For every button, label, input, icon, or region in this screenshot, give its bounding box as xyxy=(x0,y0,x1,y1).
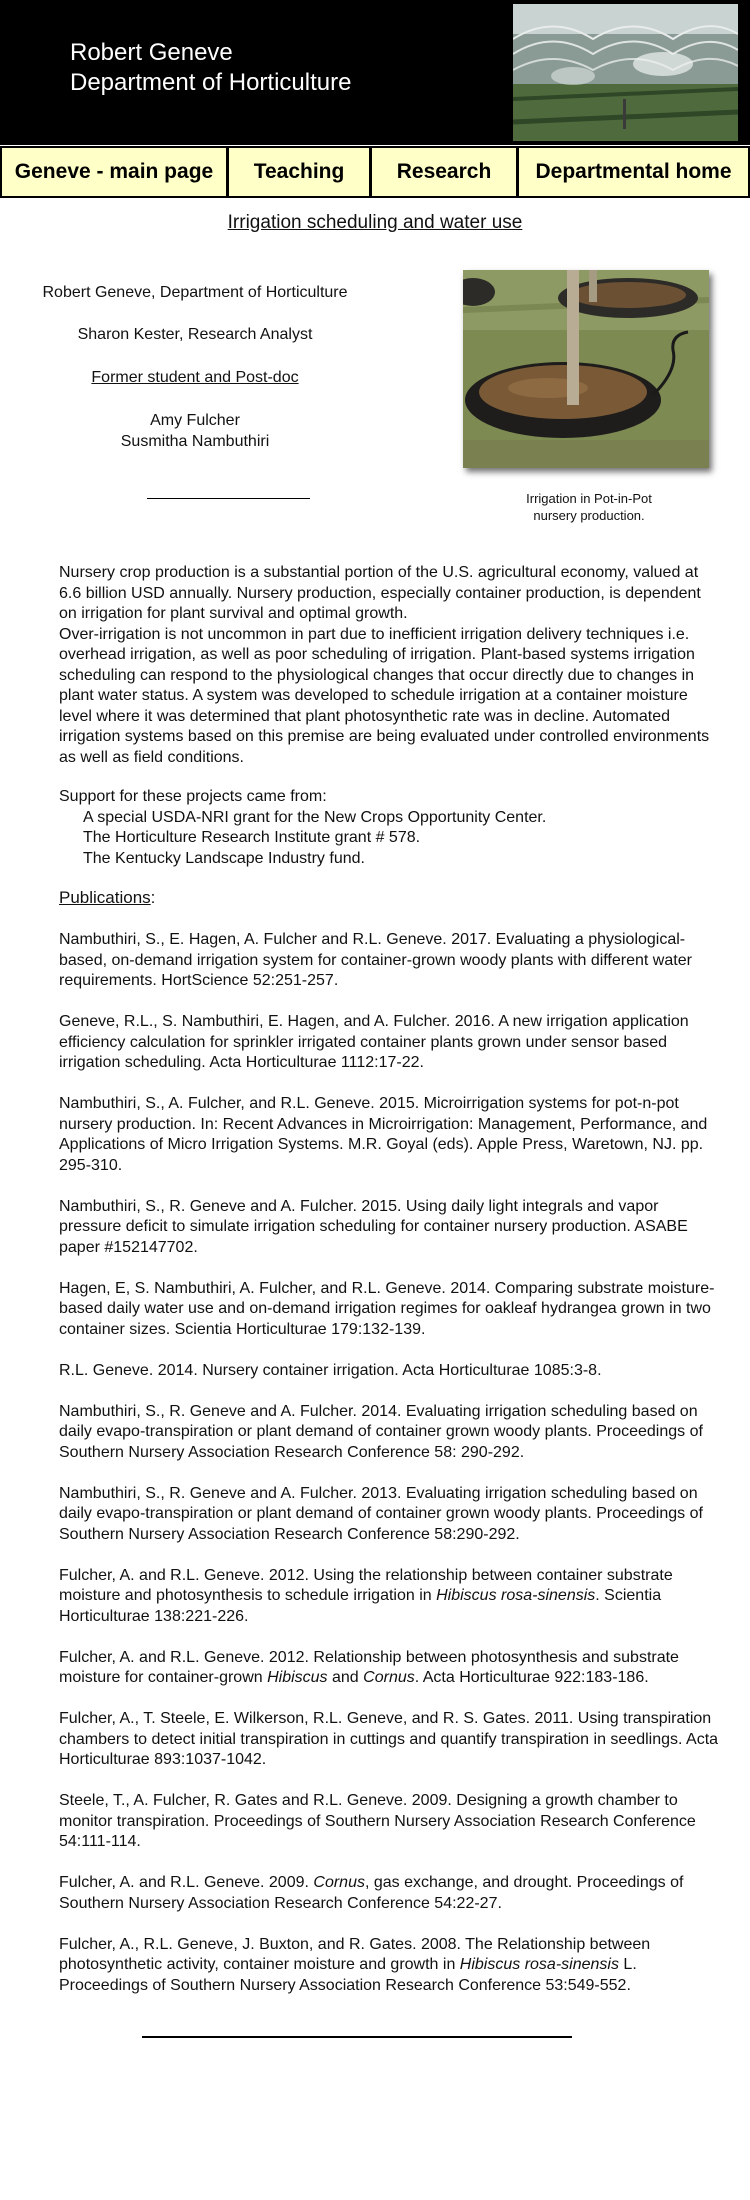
nav-teaching[interactable]: Teaching xyxy=(227,148,370,196)
publications-heading-colon: : xyxy=(150,888,156,907)
publication-text: Nambuthiri, S., R. Geneve and A. Fulcher. 2015. Using daily light integrals and vapor pressure deficit to simulate irrigation scheduling for container nursery production. ASABE paper #152147702. xyxy=(59,1197,688,1256)
publication-text: Geneve, R.L., S. Nambuthiri, E. Hagen, and A. Fulcher. 2016. A new irrigation application efficiency calculation for sprinkler irrigated container plants grown under sensor based irrigation scheduling. Acta Horticulturae 1112:17-22. xyxy=(59,1013,689,1071)
publication-item xyxy=(59,1873,719,1914)
publication-text: and xyxy=(327,1669,364,1686)
publication-text: . Scientia Horticulturae 138:221-226. xyxy=(59,1587,662,1625)
support-item: The Kentucky Landscape Industry fund. xyxy=(83,849,365,867)
nav-departmental-home[interactable]: Departmental home xyxy=(517,148,750,196)
photo-caption xyxy=(475,490,703,524)
publication-text: Steele, T., A. Fulcher, R. Gates and R.L. Geneve. 2009. Designing a growth chamber to monitor transpiration. Proceedings of Southern Nursery Association Research Conference 54:111-114. xyxy=(59,1792,696,1850)
publications-heading xyxy=(59,888,155,908)
publication-text: , gas exchange, and drought. Proceedings of Southern Nursery Association Research Conference 54:22-27. xyxy=(59,1874,684,1912)
publication-item xyxy=(59,1791,719,1853)
person-susmitha-nambuthiri: Susmitha Nambuthiri xyxy=(120,433,270,450)
publication-item xyxy=(59,1402,719,1464)
support-heading: Support for these projects came from: xyxy=(59,788,327,805)
publication-text: Nambuthiri, S., A. Fulcher, and R.L. Geneve. 2015. Microirrigation systems for pot-n-pot nursery production. In: Recent Advances in Microirrigation: Management, Performance, and Applications of Micro Irrigation Systems. M.R. Goyal (eds). Apple Press, Waretown, NJ. pp. 295-310. xyxy=(59,1095,708,1174)
publication-text: R.L. Geneve. 2014. Nursery container irrigation. Acta Horticulturae 1085:3-8. xyxy=(59,1361,602,1379)
species-name: Hibiscus rosa-sinensis xyxy=(459,1956,619,1973)
person-sharon-kester: Sharon Kester, Research Analyst xyxy=(77,326,313,343)
main-navigation xyxy=(0,146,750,198)
person-amy-fulcher: Amy Fulcher xyxy=(150,412,240,429)
nav-research[interactable]: Research xyxy=(370,148,517,196)
publication-text: Fulcher, A., R.L. Geneve, J. Buxton, and R. Gates. 2008. The Relationship between photosynthetic activity, container moisture and growth in xyxy=(59,1935,651,1973)
species-name: Cornus xyxy=(313,1874,365,1891)
publication-item xyxy=(59,1012,719,1074)
greenhouse-irrigation-photo xyxy=(513,4,738,141)
publication-text: Hagen, E, S. Nambuthiri, A. Fulcher, and R.L. Geneve. 2014. Comparing substrate moisture-based daily water use and on-demand irrigation regimes for oakleaf hydrangea grown in two container sizes. Scientia Horticulturae 179:132-139. xyxy=(59,1279,715,1338)
species-name: Cornus xyxy=(363,1669,415,1686)
species-name: Hibiscus xyxy=(267,1669,328,1686)
nav-geneve-main-page[interactable]: Geneve - main page xyxy=(0,148,227,196)
caption-line-2: nursery production. xyxy=(533,508,645,523)
publication-item xyxy=(59,1709,719,1771)
publication-text: Fulcher, A., T. Steele, E. Wilkerson, R.L. Geneve, and R. S. Gates. 2011. Using transpiration chambers to detect initial transpiration in cuttings and quantify transpiration in seedlings. Acta Horticulturae 893:1037-1042. xyxy=(59,1710,719,1768)
person-robert-geneve: Robert Geneve, Department of Horticulture xyxy=(42,284,348,301)
divider xyxy=(147,498,310,499)
publication-text: . Acta Horticulturae 922:183-186. xyxy=(414,1669,649,1686)
publication-text: Nambuthiri, S., E. Hagen, A. Fulcher and R.L. Geneve. 2017. Evaluating a physiological-based, on-demand irrigation system for container-grown woody plants with different water requirements. HortScience 52:251-257. xyxy=(59,931,692,989)
publication-text: Nambuthiri, S., R. Geneve and A. Fulcher. 2013. Evaluating irrigation scheduling based on daily evapo-transpiration or plant demand of container grown woody plants. Proceedings of Southern Nursery Association Research Conference 58:290-292. xyxy=(59,1484,703,1543)
publication-item xyxy=(59,1935,719,1997)
publication-item xyxy=(59,1094,719,1176)
former-student-link[interactable]: Former student and Post-doc xyxy=(91,369,299,386)
bottom-divider xyxy=(142,2036,572,2038)
pot-in-pot-photo xyxy=(463,270,709,468)
publications-list xyxy=(59,930,719,2017)
publication-item xyxy=(59,1566,719,1628)
page-title: Irrigation scheduling and water use xyxy=(227,212,523,233)
intro-paragraph-2: Over-irrigation is not uncommon in part due to inefficient irrigation delivery techniques i.e. overhead irrigation, as well as poor scheduling of irrigation. Plant-based systems irrigation scheduling can respond to the physiological changes that occur directly due to changes in plant water status. A system was developed to schedule irrigation at a container moisture level where it was determined that plant photosynthetic rate was in decline. Automated irrigation systems based on this premise are being evaluated under controlled environments as well as field conditions. xyxy=(59,625,710,766)
support-item: A special USDA-NRI grant for the New Crops Opportunity Center. xyxy=(83,808,547,826)
publication-item xyxy=(59,1361,719,1382)
publication-text: Fulcher, A. and R.L. Geneve. 2012. Using the relationship between container substrate moisture and photosynthesis to schedule irrigation in xyxy=(59,1566,673,1604)
department-name: Department of Horticulture xyxy=(70,69,352,96)
publication-item xyxy=(59,1197,719,1259)
publication-item xyxy=(59,930,719,992)
publication-item xyxy=(59,1484,719,1546)
page-header xyxy=(0,0,750,145)
publication-item xyxy=(59,1648,719,1689)
publication-text: Fulcher, A. and R.L. Geneve. 2009. xyxy=(59,1874,314,1891)
funding-support xyxy=(59,787,719,869)
species-name: Hibiscus rosa-sinensis xyxy=(436,1587,596,1604)
intro-paragraph-1: Nursery crop production is a substantial portion of the U.S. agricultural economy, valued at 6.6 billion USD annually. Nursery production, especially container production, is dependent on irrigation for plant survival and optimal growth. xyxy=(59,564,701,622)
publication-text: Fulcher, A. and R.L. Geneve. 2012. Relationship between photosynthesis and substrate moisture for container-grown xyxy=(59,1648,679,1686)
author-name: Robert Geneve xyxy=(70,39,233,66)
caption-line-1: Irrigation in Pot-in-Pot xyxy=(526,491,652,506)
support-item: The Horticulture Research Institute grant # 578. xyxy=(83,829,421,846)
publication-text: L. Proceedings of Southern Nursery Association Research Conference 53:549-552. xyxy=(59,1956,637,1994)
publication-text: Nambuthiri, S., R. Geneve and A. Fulcher. 2014. Evaluating irrigation scheduling based on daily evapo-transpiration or plant demand of container grown woody plants. Proceedings of Southern Nursery Association Research Conference 58: 290-292. xyxy=(59,1402,703,1461)
header-title xyxy=(70,38,351,98)
publications-heading-text: Publications xyxy=(59,888,151,907)
publication-item xyxy=(59,1279,719,1341)
intro-text xyxy=(59,563,719,768)
